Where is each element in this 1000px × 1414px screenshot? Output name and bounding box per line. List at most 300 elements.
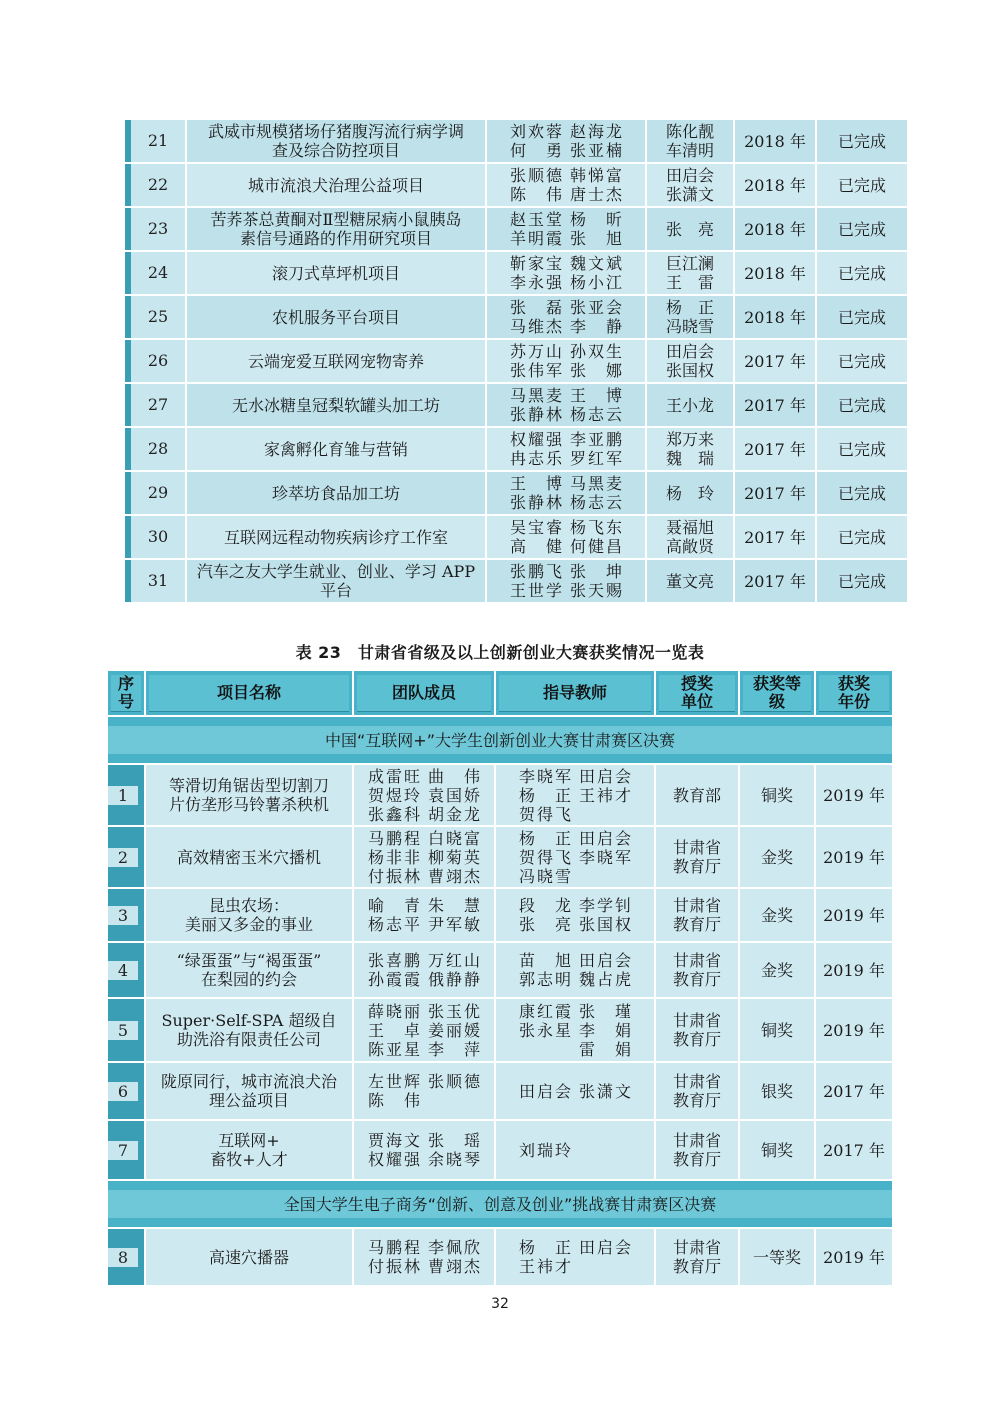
team-members	[487, 518, 645, 556]
teacher-names-line: 高敞贤	[665, 537, 714, 556]
status-cell	[817, 340, 909, 384]
teacher-names	[647, 220, 733, 239]
project-name	[146, 1011, 352, 1049]
year-cell	[816, 1063, 894, 1121]
award-unit	[656, 1131, 738, 1169]
row-number-cell	[108, 1121, 146, 1181]
teacher-cell	[647, 252, 735, 296]
person-name: 何 勇	[510, 141, 562, 160]
table-row	[125, 252, 909, 296]
person-name: 李 萍	[428, 1039, 480, 1059]
award-year: 2017 年	[823, 1081, 885, 1101]
teacher-names-line: 冯晓雪	[665, 317, 714, 336]
person-name: 段 龙	[519, 896, 571, 915]
project-name	[146, 1072, 352, 1110]
person-name: 曹翊杰	[428, 1257, 480, 1276]
person-name: 白晓富	[428, 828, 480, 848]
teacher-names-line: 张潇文	[665, 185, 714, 204]
teacher-names-line: 张国权	[665, 361, 714, 380]
section-title-band	[108, 726, 892, 754]
team-cell	[354, 1121, 496, 1181]
teacher-names-line: 陈化靓	[665, 122, 714, 141]
teacher-names-line: 王小龙	[665, 395, 714, 415]
teacher-names	[496, 1082, 654, 1101]
team-members	[354, 1072, 494, 1110]
table-row	[125, 516, 909, 560]
teacher-names-line	[515, 867, 635, 886]
person-name: 李亚鹏	[570, 430, 622, 449]
person-name: 杨志云	[570, 493, 622, 512]
unit-cell	[656, 1121, 740, 1181]
person-name: 陈 伟	[368, 1091, 420, 1110]
teacher-cell	[496, 1063, 656, 1121]
person-name: 雷 娟	[579, 1039, 631, 1059]
project-name	[187, 396, 485, 415]
person-name: 付振林	[368, 866, 420, 886]
team-members	[354, 951, 494, 989]
team-members	[354, 1002, 494, 1059]
year-cell	[816, 889, 894, 943]
project-name-line: 高效精密玉米穴播机	[176, 847, 321, 867]
team-cell	[487, 120, 647, 164]
team-members-line	[506, 581, 626, 600]
project-name-line: 苦荞茶总黄酮对Ⅱ型糖尿病小鼠胰岛	[210, 210, 462, 229]
team-cell	[487, 428, 647, 472]
team-members-line	[364, 1131, 484, 1150]
project-cell	[187, 472, 487, 516]
project-name-line: 素信号通路的作用研究项目	[239, 229, 432, 248]
award-level: 银奖	[760, 1081, 793, 1101]
teacher-names-line: 田启会	[665, 342, 714, 361]
table-row	[108, 765, 894, 827]
award-unit	[656, 896, 738, 934]
person-name: 王袆才	[519, 1257, 571, 1276]
table-row	[125, 428, 909, 472]
project-cell	[146, 943, 354, 999]
person-name: 张亚会	[570, 298, 622, 317]
status: 已完成	[837, 571, 886, 591]
person-name: 王 卓	[368, 1020, 420, 1040]
award-year: 2019 年	[823, 847, 885, 867]
status: 已完成	[837, 395, 886, 415]
teacher-names	[647, 254, 733, 292]
project-cell	[146, 999, 354, 1063]
status: 已完成	[837, 263, 886, 283]
row-number-cell	[125, 120, 187, 164]
person-name: 贺得飞	[519, 804, 571, 824]
award-unit	[656, 1072, 738, 1110]
project-name-line: 家禽孵化育雏与营销	[263, 439, 408, 459]
project-name	[146, 896, 352, 934]
header-teacher: 指导教师	[496, 668, 656, 717]
teacher-cell	[647, 340, 735, 384]
team-members-line	[364, 767, 484, 786]
teacher-names	[496, 829, 654, 886]
team-members-line	[364, 951, 484, 970]
person-name: 贾海文	[368, 1131, 420, 1150]
table-caption: 表 23 甘肃省省级及以上创新创业大赛获奖情况一览表	[295, 643, 705, 662]
header-project: 项目名称	[146, 668, 354, 717]
person-name: 马黑麦	[570, 474, 622, 493]
team-cell	[354, 827, 496, 889]
team-cell	[354, 765, 496, 827]
table-row	[108, 1121, 894, 1181]
project-cell	[146, 1121, 354, 1181]
team-members-line	[506, 229, 626, 248]
teacher-names-line	[515, 1238, 635, 1257]
awards-table	[108, 668, 894, 1287]
teacher-cell	[496, 999, 656, 1063]
row-number-cell	[125, 252, 187, 296]
section-title-band	[108, 1190, 892, 1218]
person-name: 张国权	[579, 915, 631, 934]
year: 2018 年	[744, 131, 806, 151]
team-members-line	[364, 786, 484, 805]
person-name: 何健昌	[570, 537, 622, 556]
project-cell	[187, 164, 487, 208]
project-name-line: 互联网+	[218, 1131, 280, 1150]
person-name: 张 瑾	[579, 1001, 631, 1021]
status-cell	[817, 384, 909, 428]
person-name: 陈亚星	[368, 1039, 420, 1059]
project-cell	[187, 560, 487, 604]
project-cell	[187, 516, 487, 560]
teacher-names-line: 董文亮	[665, 571, 714, 591]
row-number-cell	[125, 208, 187, 252]
year-cell	[816, 765, 894, 827]
teacher-names-line: 杨 玲	[665, 483, 714, 503]
person-name: 冉志乐	[510, 449, 562, 468]
project-name	[146, 1131, 352, 1169]
unit-cell	[656, 1063, 740, 1121]
person-name: 杨 正	[519, 828, 571, 848]
teacher-cell	[647, 164, 735, 208]
award-year: 2019 年	[823, 1020, 885, 1040]
teacher-names-line	[515, 1002, 635, 1021]
person-name: 万红山	[428, 951, 480, 970]
team-members	[487, 430, 645, 468]
teacher-cell	[496, 1229, 656, 1287]
project-name	[146, 1248, 352, 1267]
teacher-names-line	[515, 786, 635, 805]
teacher-cell	[647, 384, 735, 428]
person-name: 刘瑞玲	[519, 1140, 571, 1160]
project-name-line: 农机服务平台项目	[271, 307, 400, 327]
page-number: 32	[491, 1296, 509, 1312]
person-name: 杨非非	[368, 847, 420, 867]
team-members-line	[364, 1040, 484, 1059]
award-unit-line: 甘肃省	[672, 838, 721, 857]
team-members-line	[506, 210, 626, 229]
person-name: 杨志平	[368, 915, 420, 934]
team-members-line	[506, 122, 626, 141]
person-name: 苏万山	[510, 342, 562, 361]
team-cell	[487, 208, 647, 252]
team-members-line	[364, 805, 484, 824]
year: 2017 年	[744, 439, 806, 459]
project-cell	[187, 296, 487, 340]
team-members-line	[506, 493, 626, 512]
row-number-cell	[108, 765, 146, 827]
table-row	[108, 1063, 894, 1121]
person-name: 苗 旭	[519, 951, 571, 970]
team-cell	[487, 384, 647, 428]
project-name-line: 无水冰糖皇冠梨软罐头加工坊	[231, 395, 440, 415]
person-name: 张顺德	[428, 1072, 480, 1091]
person-name: 李佩欣	[428, 1238, 480, 1257]
row-number-cell	[108, 999, 146, 1063]
person-name: 张 磊	[510, 298, 562, 317]
award-unit	[656, 1238, 738, 1276]
team-members-line	[364, 1150, 484, 1169]
team-members-line	[506, 430, 626, 449]
row-number: 23	[131, 208, 185, 252]
status-cell	[817, 120, 909, 164]
header-level: 获奖等 级	[740, 668, 816, 717]
team-cell	[487, 164, 647, 208]
person-name: 左世辉	[368, 1072, 420, 1091]
status: 已完成	[837, 219, 886, 239]
teacher-names-line: 张 亮	[665, 219, 714, 239]
year: 2018 年	[744, 219, 806, 239]
person-name: 田启会	[579, 766, 631, 786]
projects-table-continued	[125, 120, 909, 604]
status: 已完成	[837, 307, 886, 327]
award-unit-line: 教育厅	[672, 1150, 721, 1169]
team-members-line	[506, 474, 626, 493]
team-members	[354, 1238, 494, 1276]
teacher-names-line: 魏 瑞	[665, 449, 714, 468]
header-team: 团队成员	[354, 668, 496, 717]
project-name-line: 云端宠爱互联网宠物寄养	[247, 351, 424, 371]
team-members	[487, 210, 645, 248]
project-cell	[146, 827, 354, 889]
team-cell	[354, 1229, 496, 1287]
project-name-line: 畜牧+人才	[210, 1150, 288, 1169]
team-members-line	[506, 342, 626, 361]
project-name	[187, 264, 485, 283]
table-row	[108, 999, 894, 1063]
project-name	[187, 484, 485, 503]
team-members-line	[364, 1257, 484, 1276]
team-members-line	[506, 537, 626, 556]
team-members	[354, 829, 494, 886]
team-members-line	[506, 317, 626, 336]
person-name: 尹军敏	[428, 915, 480, 934]
section-title-cell	[108, 1181, 894, 1229]
teacher-names-line	[515, 805, 635, 824]
award-level: 金奖	[760, 905, 793, 925]
row-number-cell	[108, 889, 146, 943]
person-name: 赵玉堂	[510, 210, 562, 229]
person-name: 吴宝睿	[510, 518, 562, 537]
person-name: 袁国娇	[428, 785, 480, 805]
project-cell	[187, 252, 487, 296]
team-members-line	[506, 518, 626, 537]
award-unit-line: 甘肃省	[672, 1072, 721, 1091]
person-name: 张 娜	[570, 361, 622, 380]
award-level: 一等奖	[752, 1247, 801, 1267]
team-members-line	[506, 185, 626, 204]
project-cell	[146, 1063, 354, 1121]
team-cell	[487, 340, 647, 384]
teacher-names-line: 王 雷	[665, 273, 714, 292]
row-number: 1	[108, 786, 138, 805]
award-unit-line: 教育厅	[672, 1257, 721, 1276]
project-name	[146, 951, 352, 989]
teacher-cell	[647, 472, 735, 516]
project-name	[187, 308, 485, 327]
person-name: 柳菊英	[428, 847, 480, 867]
header-unit: 授奖 单位	[656, 668, 740, 717]
teacher-cell	[496, 1121, 656, 1181]
award-unit	[656, 838, 738, 876]
person-name: 杨 昕	[570, 210, 622, 229]
year-cell	[816, 827, 894, 889]
teacher-names-line	[515, 1257, 635, 1276]
unit-cell	[656, 943, 740, 999]
teacher-names-line	[515, 1141, 635, 1160]
award-year: 2019 年	[823, 960, 885, 980]
status-cell	[817, 296, 909, 340]
teacher-names	[647, 298, 733, 336]
project-name-line: 昆虫农场：	[208, 896, 289, 915]
year-cell	[735, 120, 817, 164]
person-name: 张 旭	[570, 229, 622, 248]
project-name-line: 理公益项目	[208, 1091, 289, 1110]
header-no: 序 号	[108, 668, 146, 717]
team-members-line	[364, 1091, 484, 1110]
level-cell	[740, 1229, 816, 1287]
award-unit-line: 教育厅	[672, 1030, 721, 1049]
award-unit-line: 甘肃省	[672, 896, 721, 915]
table-row	[108, 1229, 894, 1287]
team-members	[487, 474, 645, 512]
teacher-names	[647, 518, 733, 556]
level-cell	[740, 1063, 816, 1121]
table-row	[108, 943, 894, 999]
award-unit-line: 甘肃省	[672, 1011, 721, 1030]
project-name-line: 滚刀式草坪机项目	[271, 263, 400, 283]
person-name: 曹翊杰	[428, 866, 480, 886]
teacher-names	[496, 767, 654, 824]
project-name-line: Super·Self-SPA 超级自	[161, 1011, 337, 1030]
person-name: 李晓军	[519, 766, 571, 786]
project-name-line: 美丽又多金的事业	[184, 915, 313, 934]
person-name: 姜丽媛	[428, 1020, 480, 1040]
teacher-names-line: 杨 正	[665, 298, 714, 317]
teacher-names-line	[515, 829, 635, 848]
person-name: 张永星	[519, 1020, 571, 1040]
unit-cell	[656, 765, 740, 827]
row-number-cell	[125, 560, 187, 604]
person-name: 张鑫科	[368, 804, 420, 824]
team-members-line	[364, 867, 484, 886]
status: 已完成	[837, 175, 886, 195]
person-name: 郭志明	[519, 970, 571, 989]
award-level: 铜奖	[760, 785, 793, 805]
person-name: 权耀强	[368, 1150, 420, 1169]
team-cell	[354, 889, 496, 943]
award-unit-line: 甘肃省	[672, 951, 721, 970]
team-cell	[487, 516, 647, 560]
teacher-names	[496, 1002, 654, 1059]
award-year: 2019 年	[823, 905, 885, 925]
teacher-names	[647, 484, 733, 503]
teacher-names	[647, 122, 733, 160]
level-cell	[740, 827, 816, 889]
person-name: 田启会	[579, 828, 631, 848]
row-number: 27	[131, 384, 185, 428]
person-name: 赵海龙	[570, 122, 622, 141]
year: 2018 年	[744, 307, 806, 327]
status-cell	[817, 164, 909, 208]
team-members	[487, 562, 645, 600]
team-members	[354, 896, 494, 934]
unit-cell	[656, 999, 740, 1063]
person-name: 张伟军	[510, 361, 562, 380]
teacher-names-line	[515, 848, 635, 867]
person-name: 李学钊	[579, 896, 631, 915]
award-year: 2017 年	[823, 1140, 885, 1160]
team-members-line	[364, 1238, 484, 1257]
person-name: 马黑麦	[510, 386, 562, 405]
person-name: 胡金龙	[428, 804, 480, 824]
status-cell	[817, 472, 909, 516]
teacher-names	[496, 1141, 654, 1160]
row-number-cell	[125, 428, 187, 472]
year-cell	[735, 560, 817, 604]
year: 2017 年	[744, 527, 806, 547]
table-row	[125, 296, 909, 340]
person-name: 李 娟	[579, 1020, 631, 1040]
table-row	[125, 120, 909, 164]
status: 已完成	[837, 483, 886, 503]
year-cell	[816, 1121, 894, 1181]
header-row	[108, 668, 894, 717]
person-name: 余晓琴	[428, 1150, 480, 1169]
teacher-cell	[496, 889, 656, 943]
status: 已完成	[837, 131, 886, 151]
person-name: 马鹏程	[368, 828, 420, 848]
award-unit	[656, 786, 738, 805]
year-cell	[735, 516, 817, 560]
person-name: 魏文斌	[570, 254, 622, 273]
person-name: 陈 伟	[510, 185, 562, 204]
row-number: 22	[131, 164, 185, 208]
person-name: 李晓军	[579, 847, 631, 867]
person-name: 田启会	[579, 1238, 631, 1257]
team-members-line	[506, 141, 626, 160]
teacher-names	[496, 1238, 654, 1276]
year: 2017 年	[744, 483, 806, 503]
team-cell	[354, 943, 496, 999]
row-number: 21	[131, 120, 185, 164]
person-name: 张静林	[510, 405, 562, 424]
status-cell	[817, 208, 909, 252]
person-name: 杨志云	[570, 405, 622, 424]
row-number: 29	[131, 472, 185, 516]
year: 2017 年	[744, 571, 806, 591]
year-cell	[735, 252, 817, 296]
project-cell	[146, 889, 354, 943]
award-level: 铜奖	[760, 1020, 793, 1040]
year-cell	[816, 999, 894, 1063]
team-members	[487, 298, 645, 336]
team-cell	[487, 296, 647, 340]
status-cell	[817, 560, 909, 604]
team-members-line	[364, 829, 484, 848]
